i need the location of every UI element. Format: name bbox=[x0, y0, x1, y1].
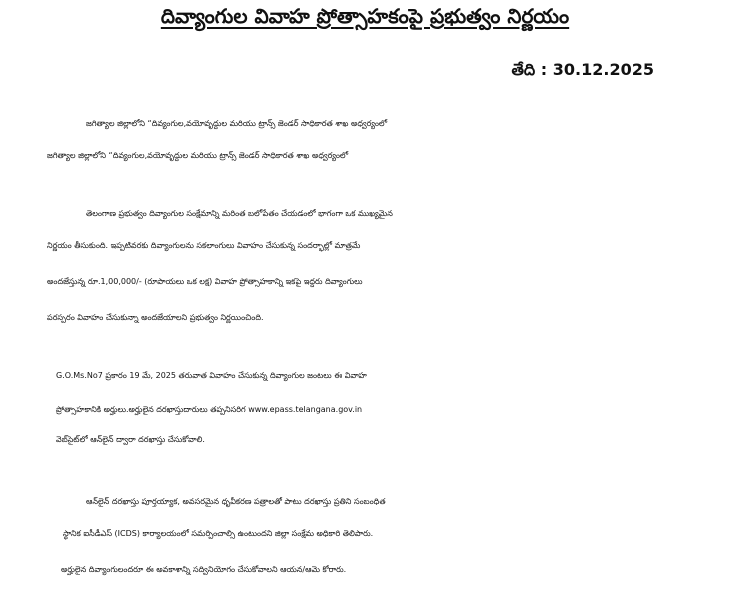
paragraph-line: ఆన్‌లైన్ దరఖాస్తు పూర్తయ్యాక, అవసరమైన ధృవీకరణ పత్రాలతో పాటు దరఖాస్తు ప్రతిని సంబంధిత bbox=[86, 497, 386, 506]
paragraph-line: నిర్ణయం తీసుకుంది. ఇప్పటివరకు దివ్యాంగులను సకలాంగులు వివాహం చేసుకున్న సందర్భాల్లో మాత్రమే bbox=[47, 241, 361, 250]
paragraph-line: జగిత్యాల జిల్లాలోని “దివ్యంగుల,వయోవృద్దుల మరియు ట్రాన్స్ జెండర్ సాధికారత శాఖ అధ్వర్యంలో bbox=[47, 151, 349, 160]
paragraph-line: జగిత్యాల జిల్లాలోని “దివ్యంగుల,వయోవృద్దుల మరియు ట్రాన్స్ జెండర్ సాధికారత శాఖ అధ్వర్యంలో bbox=[86, 119, 388, 128]
paragraph-line: అందజేస్తున్న రూ.1,00,000/- (రూపాయలు ఒక లక్ష) వివాహ ప్రోత్సాహకాన్ని ఇకపై ఇద్దరు దివ్యాంగులు bbox=[47, 277, 363, 286]
paragraph-line: అర్హులైన దివ్యాంగులందరూ ఈ అవకాశాన్ని సద్వినియోగం చేసుకోవాలని ఆయన/ఆమె కోరారు. bbox=[61, 565, 347, 574]
paragraph-line: స్థానిక ఐసీడీఎస్ (ICDS) కార్యాలయంలో సమర్పించాల్సి ఉంటుందని జిల్లా సంక్షేమ అధికారి తెలిపారు. bbox=[63, 529, 374, 538]
document-date: తేది : 30.12.2025 bbox=[511, 60, 654, 79]
paragraph-line: తెలంగాణ ప్రభుత్వం దివ్యాంగుల సంక్షేమాన్ని మరింత బలోపేతం చేయడంలో భాగంగా ఒక ముఖ్యమైన bbox=[86, 209, 393, 218]
paragraph-line: పరస్పరం వివాహం చేసుకున్నా అందజేయాలని ప్రభుత్వం నిర్ణయించింది. bbox=[47, 313, 264, 322]
paragraph-line: ప్రోత్సాహకానికి అర్హులు.అర్హులైన దరఖాస్తుదారులు తప్పనిసరిగ www.epass.telangana.gov.in bbox=[56, 405, 363, 414]
document-title: దివ్యాంగుల వివాహ ప్రోత్సాహకంపై ప్రభుత్వం నిర్ణయం bbox=[160, 4, 570, 28]
paragraph-line: వెబ్‌సైట్‌లో ఆన్‌లైన్ ద్వారా దరఖాస్తు చేసుకోవాలి. bbox=[56, 435, 205, 444]
paragraph-line: G.O.Ms.No7 ప్రకారం 19 మే, 2025 తరువాత వివాహం చేసుకున్న దివ్యాంగుల జంటలు ఈ వివాహ bbox=[56, 371, 367, 380]
